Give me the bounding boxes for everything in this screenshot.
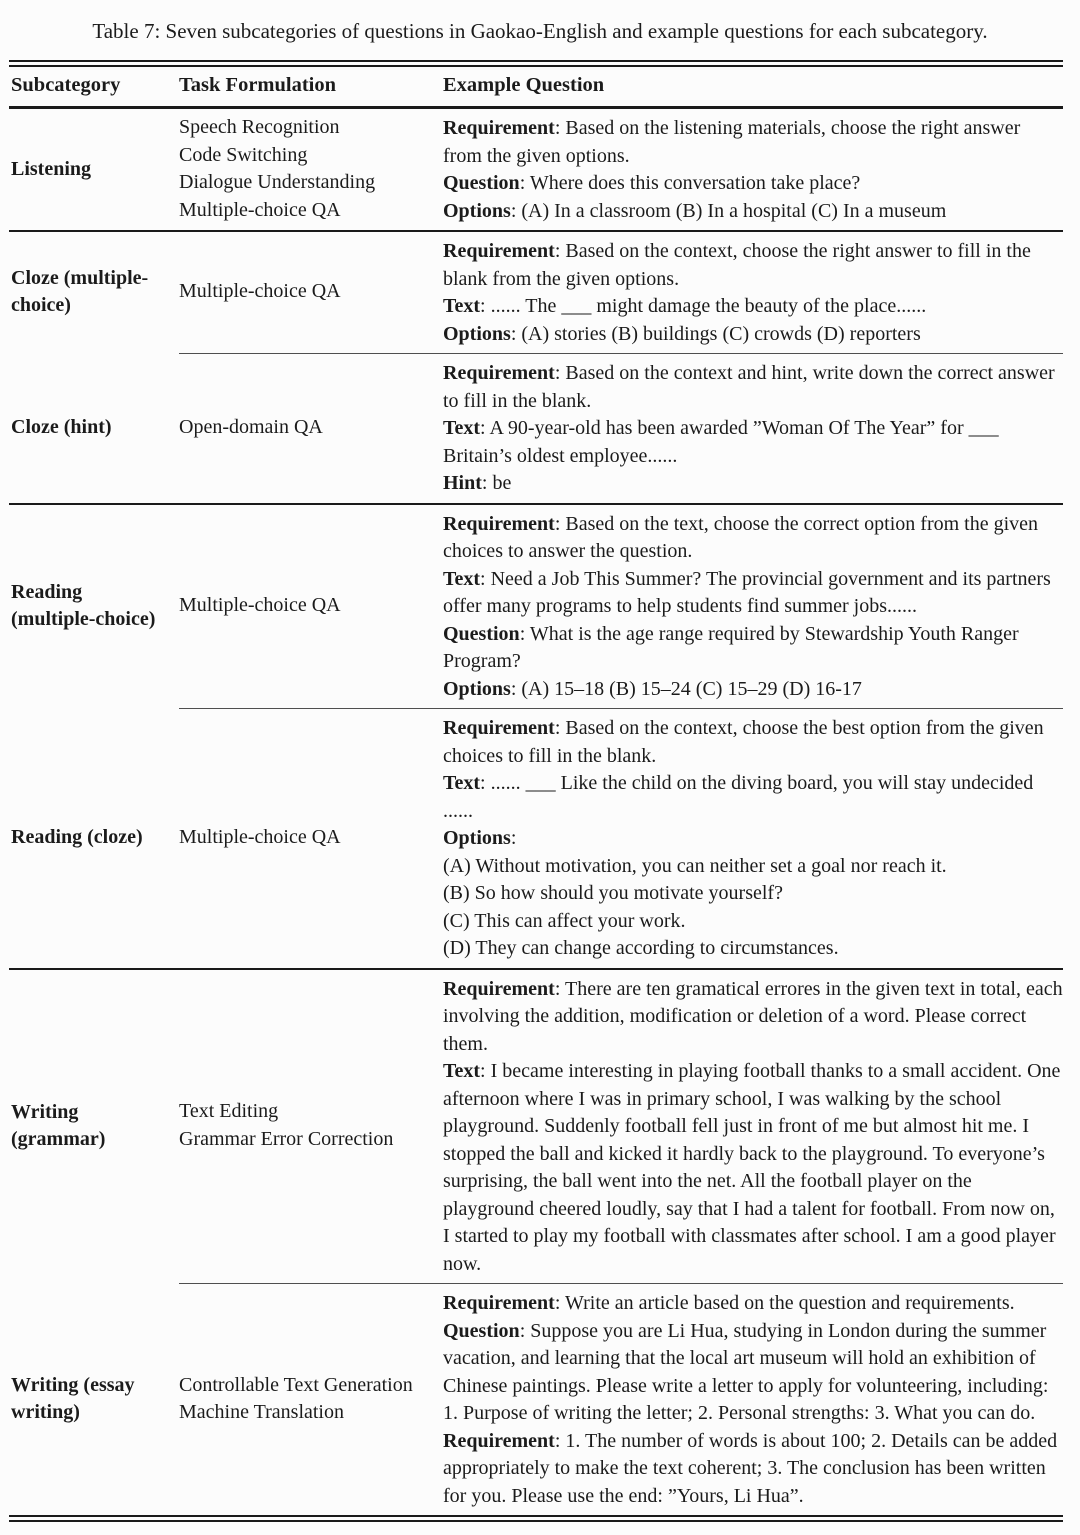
task-formulation-item: Speech Recognition <box>179 116 340 138</box>
example-question-cell <box>443 1284 1063 1519</box>
task-formulation-item: Multiple-choice QA <box>179 198 341 221</box>
table-row <box>9 504 1063 709</box>
segment-label: Text <box>443 772 481 794</box>
subcategory-label: Reading (cloze) <box>11 826 143 848</box>
subcategory-label: Writing (grammar) <box>11 1101 106 1150</box>
subcategory-cell <box>9 108 179 232</box>
segment-label: Question <box>443 1319 520 1342</box>
task-formulation-item: Open-domain QA <box>179 416 323 438</box>
segment-label: Requirement <box>443 1429 555 1452</box>
segment-label: Requirement <box>443 1292 555 1314</box>
example-segment: (B) So how should you motivate yourself? <box>443 882 783 904</box>
example-segment: Requirement: Write an article based on the question and requirements. <box>443 1292 1015 1314</box>
segment-label: Requirement <box>443 240 555 262</box>
subcategory-label: Cloze (multiple-choice) <box>11 267 149 317</box>
example-segment: Options: (A) 15–18 (B) 15–24 (C) 15–29 (D) 16-17 <box>443 677 862 700</box>
example-segment: Text: ...... ___ Like the child on the diving board, you will stay undecided ...... <box>443 772 1034 822</box>
table-row <box>9 231 1063 354</box>
example-segment: (D) They can change according to circumstances. <box>443 937 839 959</box>
subcategory-label: Reading (multiple-choice) <box>11 581 156 630</box>
header-task-formulation: Task Formulation <box>179 64 443 108</box>
example-segment: Requirement: Based on the context, choose the right answer to fill in the blank from the given options. <box>443 240 1031 290</box>
segment-label: Hint <box>443 472 482 494</box>
example-segment: (C) This can affect your work. <box>443 909 686 932</box>
example-segment: Options: (A) stories (B) buildings (C) crowds (D) reporters <box>443 322 921 345</box>
example-segment: Question: Where does this conversation take place? <box>443 172 861 194</box>
task-formulation-cell <box>179 1284 443 1519</box>
example-question-cell <box>443 108 1063 232</box>
table-row <box>9 354 1063 504</box>
subcategory-label: Listening <box>11 157 92 180</box>
segment-label: Requirement <box>443 512 555 535</box>
table-row <box>9 1284 1063 1519</box>
segment-label: Requirement <box>443 977 555 1000</box>
example-segment: Requirement: Based on the context, choose the best option from the given choices to fill in the blank. <box>443 717 1044 767</box>
example-segment: Options: <box>443 827 517 849</box>
task-formulation-cell <box>179 969 443 1284</box>
example-segment: (A) Without motivation, you can neither set a goal nor reach it. <box>443 854 947 877</box>
table-body <box>9 108 1063 1519</box>
subcategory-cell <box>9 354 179 504</box>
task-formulation-item: Multiple-choice QA <box>179 280 341 303</box>
example-segment: Text: A 90-year-old has been awarded ”Woman Of The Year” for ___ Britain’s oldest employee...... <box>443 417 999 467</box>
example-question-cell <box>443 231 1063 354</box>
example-question-cell <box>443 709 1063 969</box>
task-formulation-cell <box>179 709 443 969</box>
task-formulation-item: Code Switching <box>179 143 308 166</box>
task-formulation-item: Multiple-choice QA <box>179 594 341 616</box>
task-formulation-item: Dialogue Understanding <box>179 171 376 193</box>
task-formulation-item: Machine Translation <box>179 1401 344 1423</box>
example-segment: Question: Suppose you are Li Hua, studying in London during the summer vacation, and learning that the local art museum will hold an exhibition of Chinese paintings. Please write a letter to apply for volunteering, including: 1. Purpose of writing the letter; 2. Personal strengths: 3. What you can do. <box>443 1319 1049 1424</box>
subcategory-label: Cloze (hint) <box>11 416 112 438</box>
table-row <box>9 709 1063 969</box>
example-segment: Requirement: There are ten gramatical errores in the given text in total, each involving the addition, modification or deletion of a word. Please correct them. <box>443 977 1063 1055</box>
segment-label: Options <box>443 199 511 222</box>
segment-label: Text <box>443 567 481 590</box>
segment-label: Options <box>443 677 511 700</box>
example-segment: Text: I became interesting in playing football thanks to a small accident. One afternoon where I was in primary school, I was walking by the school playground. Suddenly football fell just in front of me but almost hit me. I stopped the ball and kicked it hardly back to the playground. To everyone’s surprising, the ball went into the net. All the football player on the playground cheered loudly, say that I had a talent for football. From now on, I started to play my football with classmates after school. I am a good player now. <box>443 1060 1061 1275</box>
subcategory-cell <box>9 231 179 354</box>
task-formulation-item: Text Editing <box>179 1100 279 1123</box>
example-question-cell <box>443 354 1063 504</box>
subcategory-cell <box>9 1284 179 1519</box>
header-example-question: Example Question <box>443 64 1063 108</box>
example-segment: Hint: be <box>443 472 512 494</box>
task-formulation-cell <box>179 231 443 354</box>
task-formulation-cell <box>179 354 443 504</box>
example-question-cell <box>443 969 1063 1284</box>
segment-label: Options <box>443 827 511 849</box>
header-row <box>9 64 1063 108</box>
segment-label: Text <box>443 1060 481 1082</box>
segment-label: Question <box>443 622 520 645</box>
task-formulation-item: Multiple-choice QA <box>179 826 341 848</box>
example-segment: Requirement: Based on the text, choose the correct option from the given choices to answer the question. <box>443 512 1039 562</box>
subcategory-cell <box>9 504 179 709</box>
header-subcategory: Subcategory <box>9 64 179 108</box>
segment-label: Options <box>443 322 511 345</box>
segment-label: Text <box>443 295 481 317</box>
segment-label: Requirement <box>443 717 555 739</box>
example-segment: Question: What is the age range required by Stewardship Youth Ranger Program? <box>443 622 1019 672</box>
segment-label: Question <box>443 172 520 194</box>
task-formulation-cell <box>179 504 443 709</box>
subcategories-table <box>9 60 1063 1522</box>
subcategory-label: Writing (essay writing) <box>11 1373 135 1423</box>
example-segment: Text: Need a Job This Summer? The provincial government and its partners offer many programs to help students find summer jobs...... <box>443 567 1051 617</box>
segment-label: Requirement <box>443 362 555 384</box>
table-row <box>9 969 1063 1284</box>
segment-label: Requirement <box>443 117 555 139</box>
task-formulation-item: Grammar Error Correction <box>179 1127 394 1150</box>
example-segment: Options: (A) In a classroom (B) In a hospital (C) In a museum <box>443 199 947 222</box>
task-formulation-item: Controllable Text Generation <box>179 1373 413 1396</box>
subcategory-cell <box>9 969 179 1284</box>
example-question-cell <box>443 504 1063 709</box>
segment-label: Text <box>443 417 481 439</box>
example-segment: Text: ...... The ___ might damage the beauty of the place...... <box>443 295 927 317</box>
table-caption: Table 7: Seven subcategories of questions in Gaokao-English and example questions for each subcategory. <box>92 19 988 43</box>
table-row <box>9 108 1063 232</box>
example-segment: Requirement: Based on the listening materials, choose the right answer from the given options. <box>443 117 1021 167</box>
task-formulation-cell <box>179 108 443 232</box>
subcategory-cell <box>9 709 179 969</box>
example-segment: Requirement: 1. The number of words is about 100; 2. Details can be added appropriately to make the text coherent; 3. The conclusion has been written for you. Please use the end: ”Yours, Li Hua”. <box>443 1429 1058 1507</box>
example-segment: Requirement: Based on the context and hint, write down the correct answer to fill in the blank. <box>443 362 1055 412</box>
